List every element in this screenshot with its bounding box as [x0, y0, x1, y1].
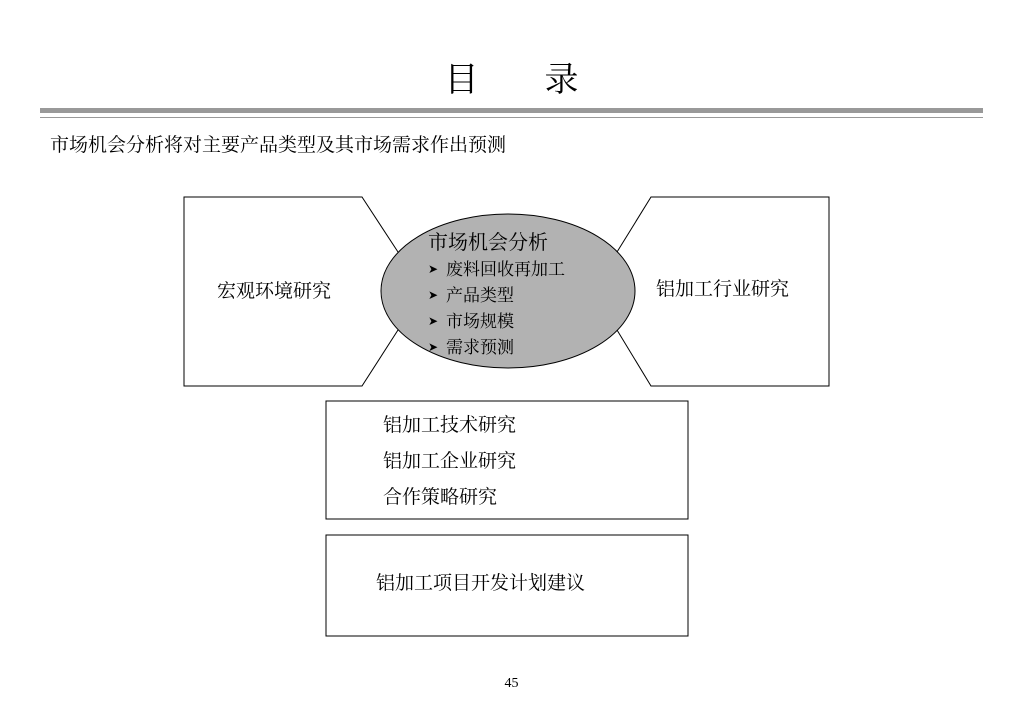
list-item-label: 市场规模 [446, 312, 514, 332]
list-item-label: 产品类型 [446, 286, 514, 306]
list-item [428, 283, 565, 309]
list-item-label: 废料回收再加工 [446, 260, 565, 280]
arrowhead-icon: ➤ [428, 262, 439, 276]
middle-box-list [383, 407, 516, 515]
list-item: 铝加工企业研究 [383, 450, 517, 472]
list-item: 合作策略研究 [383, 486, 498, 508]
arrowhead-icon: ➤ [428, 314, 439, 328]
page-number: 45 [504, 676, 519, 691]
right-box-label: 铝加工行业研究 [656, 278, 790, 300]
arrowhead-icon: ➤ [428, 288, 439, 302]
bottom-box-label: 铝加工项目开发计划建议 [376, 572, 586, 594]
list-item [428, 309, 565, 335]
arrowhead-icon: ➤ [428, 340, 439, 354]
intro-text: 市场机会分析将对主要产品类型及其市场需求作出预测 [50, 134, 507, 156]
list-item-label: 需求预测 [446, 338, 514, 358]
list-item: 铝加工技术研究 [383, 414, 517, 436]
list-item [428, 257, 565, 283]
left-box-label: 宏观环境研究 [217, 280, 332, 302]
center-list [428, 257, 565, 361]
title-char-left: 目 [444, 60, 479, 100]
center-title: 市场机会分析 [428, 230, 548, 254]
title-char-right: 录 [544, 60, 579, 100]
list-item [428, 335, 565, 361]
